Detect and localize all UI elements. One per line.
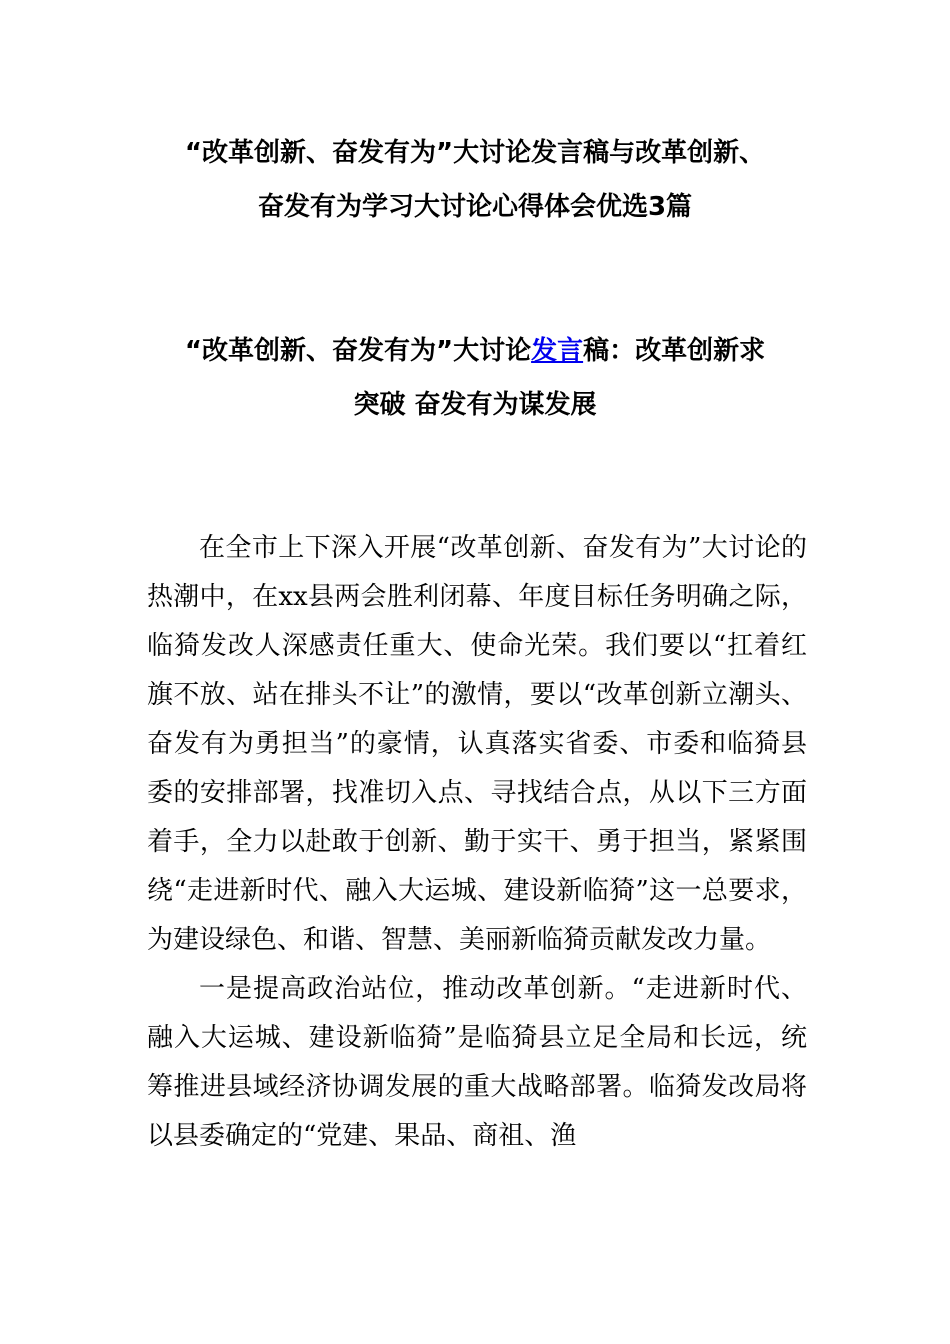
document-title-line-2: 奋发有为学习大讨论心得体会优选3篇 <box>257 192 693 222</box>
paragraph: 一是提高政治站位，推动改革创新。“走进新时代、融入大运城、建设新临猗”是临猗县立足全局和长远，统筹推进县域经济协调发展的重大战略部署。临猗发改局将以县委确定的“党建、果品、商祖、渔 <box>147 974 807 1151</box>
article-title <box>130 324 820 432</box>
document-title <box>130 126 820 234</box>
speech-link[interactable]: 发言 <box>531 336 584 366</box>
paragraph: 在全市上下深入开展“改革创新、奋发有为”大讨论的热潮中，在xx县两会胜利闭幕、年度目标任务明确之际，临猗发改人深感责任重大、使命光荣。我们要以“扛着红旗不放、站在排头不让”的激情，要以“改革创新立潮头、奋发有为勇担当”的豪情，认真落实省委、市委和临猗县委的安排部署，找准切入点、寻找结合点，从以下三方面着手，全力以赴敢于创新、勤于实干、勇于担当，紧紧围绕“走进新时代、融入大运城、建设新临猗”这一总要求，为建设绿色、和谐、智慧、美丽新临猗贡献发改力量。 <box>147 533 807 955</box>
article-body <box>147 524 807 1161</box>
article-title-part-1: “改革创新、奋发有为”大讨论 <box>184 336 532 366</box>
document-title-line-1: “改革创新、奋发有为”大讨论发言稿与改革创新、 <box>184 138 766 168</box>
article-title-line-2: 突破 奋发有为谋发展 <box>353 390 597 420</box>
article-title-part-2: 稿：改革创新求 <box>583 336 766 366</box>
